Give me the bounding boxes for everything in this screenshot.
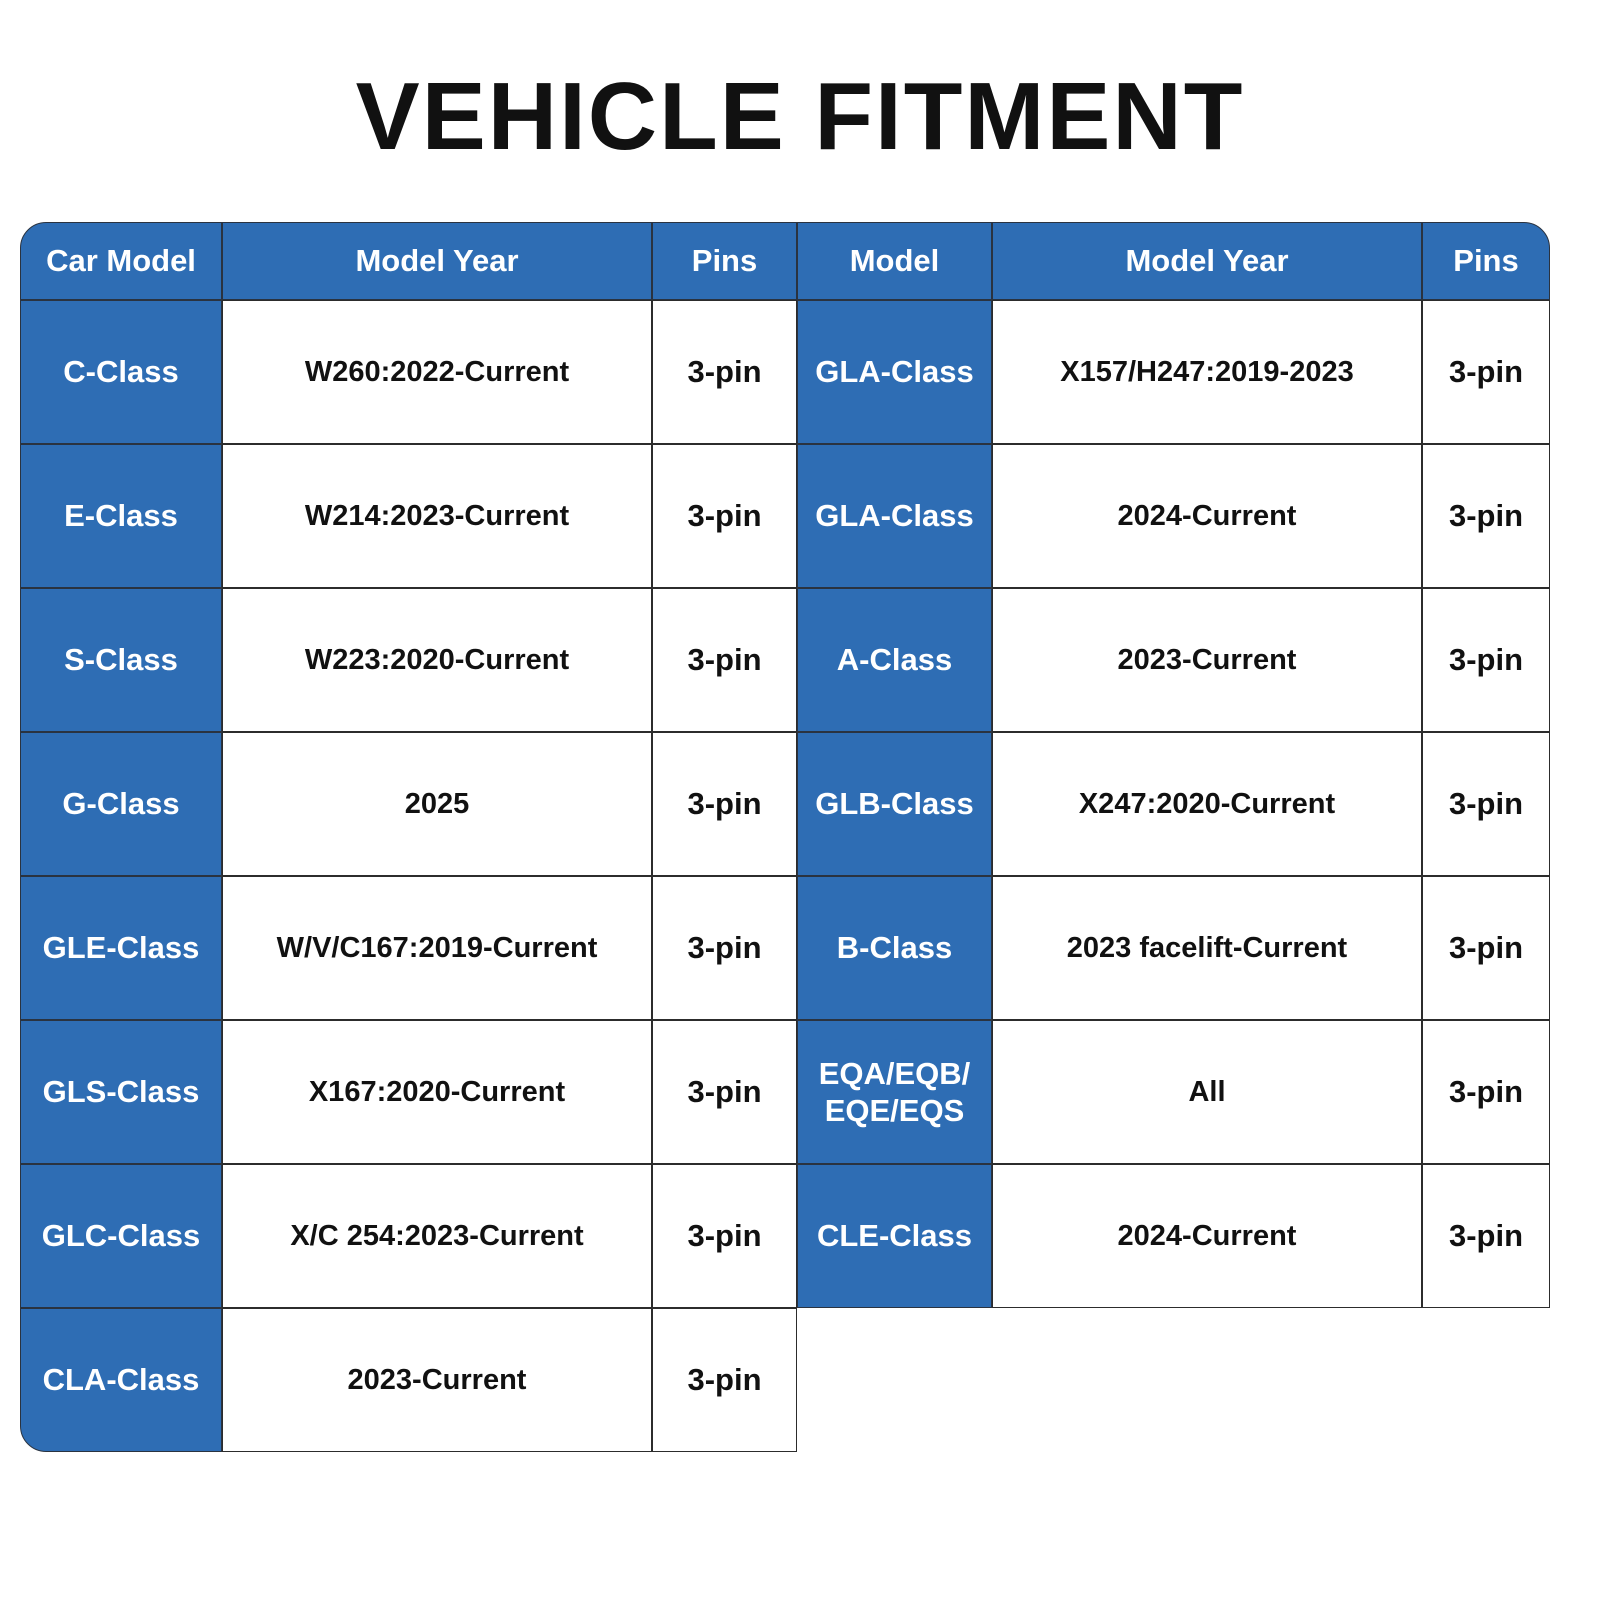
left-model-year-cell: 2025 bbox=[222, 732, 652, 876]
right-pins-cell: 3-pin bbox=[1422, 1020, 1550, 1164]
right-model-cell: CLE-Class bbox=[797, 1164, 992, 1308]
left-model-year-cell: W/V/C167:2019-Current bbox=[222, 876, 652, 1020]
right-model-cell: GLB-Class bbox=[797, 732, 992, 876]
left-model-year-cell: 2023-Current bbox=[222, 1308, 652, 1452]
right-model-year-cell: X247:2020-Current bbox=[992, 732, 1422, 876]
fitment-table bbox=[20, 222, 1580, 1462]
right-model-year-cell: X157/H247:2019-2023 bbox=[992, 300, 1422, 444]
left-pins-cell: 3-pin bbox=[652, 876, 797, 1020]
page-title: VEHICLE FITMENT bbox=[355, 63, 1245, 170]
right-model-year-cell: 2024-Current bbox=[992, 444, 1422, 588]
left-model-year-cell: W223:2020-Current bbox=[222, 588, 652, 732]
right-model-cell: GLA-Class bbox=[797, 444, 992, 588]
right-model-year-header: Model Year bbox=[992, 222, 1422, 300]
right-pins-cell: 3-pin bbox=[1422, 444, 1550, 588]
left-pins-cell: 3-pin bbox=[652, 732, 797, 876]
left-model-cell: CLA-Class bbox=[20, 1308, 222, 1452]
left-model-year-cell: W260:2022-Current bbox=[222, 300, 652, 444]
right-pins-cell: 3-pin bbox=[1422, 588, 1550, 732]
left-model-year-header: Model Year bbox=[222, 222, 652, 300]
left-model-cell: G-Class bbox=[20, 732, 222, 876]
right-pins-header: Pins bbox=[1422, 222, 1550, 300]
right-model-year-cell: All bbox=[992, 1020, 1422, 1164]
right-pins-cell: 3-pin bbox=[1422, 732, 1550, 876]
left-model-cell: C-Class bbox=[20, 300, 222, 444]
left-model-year-cell: X167:2020-Current bbox=[222, 1020, 652, 1164]
right-model-header: Model bbox=[797, 222, 992, 300]
left-model-cell: GLE-Class bbox=[20, 876, 222, 1020]
right-pins-cell: 3-pin bbox=[1422, 300, 1550, 444]
left-model-year-cell: W214:2023-Current bbox=[222, 444, 652, 588]
left-model-header: Car Model bbox=[20, 222, 222, 300]
right-pins-cell: 3-pin bbox=[1422, 876, 1550, 1020]
left-pins-cell: 3-pin bbox=[652, 588, 797, 732]
left-pins-cell: 3-pin bbox=[652, 300, 797, 444]
right-pins-cell: 3-pin bbox=[1422, 1164, 1550, 1308]
right-model-cell: EQA/EQB/ EQE/EQS bbox=[797, 1020, 992, 1164]
left-pins-cell: 3-pin bbox=[652, 1308, 797, 1452]
left-model-cell: GLS-Class bbox=[20, 1020, 222, 1164]
left-pins-cell: 3-pin bbox=[652, 1020, 797, 1164]
left-pins-cell: 3-pin bbox=[652, 1164, 797, 1308]
left-model-cell: S-Class bbox=[20, 588, 222, 732]
left-model-cell: GLC-Class bbox=[20, 1164, 222, 1308]
left-model-year-cell: X/C 254:2023-Current bbox=[222, 1164, 652, 1308]
right-model-year-cell: 2024-Current bbox=[992, 1164, 1422, 1308]
right-model-cell: B-Class bbox=[797, 876, 992, 1020]
left-model-cell: E-Class bbox=[20, 444, 222, 588]
left-pins-cell: 3-pin bbox=[652, 444, 797, 588]
right-model-year-cell: 2023 facelift-Current bbox=[992, 876, 1422, 1020]
left-pins-header: Pins bbox=[652, 222, 797, 300]
right-model-cell: A-Class bbox=[797, 588, 992, 732]
right-model-cell: GLA-Class bbox=[797, 300, 992, 444]
right-model-year-cell: 2023-Current bbox=[992, 588, 1422, 732]
